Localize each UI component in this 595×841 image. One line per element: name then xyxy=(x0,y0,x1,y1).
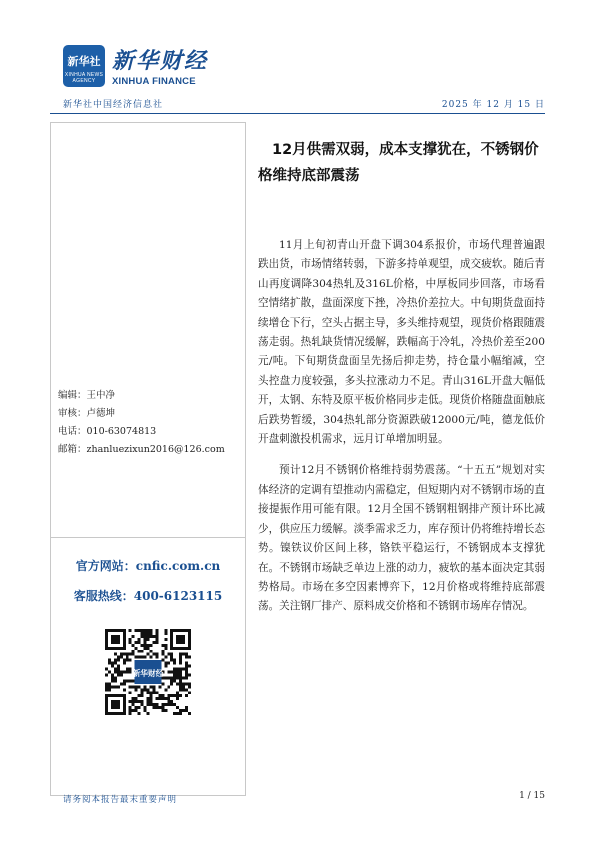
xinhua-logo xyxy=(63,45,105,87)
service-hotline: 客服热线：400-6123115 xyxy=(73,589,223,603)
article-paragraph-2: 预计12月不锈钢价格维持弱势震荡。“十五五”规划对实体经济的定调有望推动内需稳定，但短期内对不锈钢市场的直接提振作用可能有限。12月全国不锈钢粗钢排产预计环比减少，供应压力缓解。淡季需求乏力，库存预计仍将维持增长态势。镍铁议价区间上移，铬铁平稳运行，不锈钢成本支撑犹在。不锈钢市场缺乏单边上涨的动力，疲软的基本面决定其弱势格局。市场在多空因素博弈下，12月价格或将维持底部震荡。关注钢厂排产、原料成交价格和不锈钢市场库存情况。 xyxy=(258,464,545,613)
qr-logo-text: 新华财经 xyxy=(132,668,164,678)
brand-en-text: XINHUA FINANCE xyxy=(112,76,196,87)
reviewer-line: 审核：卢德坤 xyxy=(58,408,116,419)
xinhua-finance-brand xyxy=(112,44,208,87)
phone-line: 电话：010-63074813 xyxy=(58,426,157,437)
logo-cn-text: 新华社 xyxy=(67,55,101,68)
sidebar xyxy=(50,122,246,796)
email-line[interactable]: 邮箱：zhanluezixun2016@126.com xyxy=(58,444,225,455)
brand-cn-text: 新华财经 xyxy=(112,48,209,74)
header-rule xyxy=(50,113,545,114)
logo-en-text: XINHUA NEWS AGENCY xyxy=(64,72,104,84)
qr-code xyxy=(105,629,191,715)
header-organization: 新华社中国经济信息社 xyxy=(63,100,164,110)
page-number: 1 / 15 xyxy=(519,791,545,801)
article-body xyxy=(258,236,545,617)
header-date: 2025 年 12 月 15 日 xyxy=(441,100,545,110)
disclaimer-note: 请务阅本报告最末重要声明 xyxy=(63,795,178,805)
article-paragraph-1: 11月上旬初青山开盘下调304系报价，市场代理普遍跟跌出货，市场情绪转弱，下游多持单观望，成交疲软。随后青山再度调降304热轧及316L价格，中厚板同步回落，市场看空情绪扩散，盘面深度下挫，冷热价差拉大。中旬期货盘面持续增仓下行，空头占据主导，多头维持观望，现货价格跟随震荡走弱。热轧缺货情况缓解，跌幅高于冷轧，冷热价差至200元/吨。下旬期货盘面呈先扬后抑走势，持仓量小幅缩减，空头控盘力度较强，多头拉涨动力不足。青山316L开盘大幅低开，太钢、东特及原平板价格同步走低。现货价格随盘面触底后跌势暂缓，304热轧部分资源跌破12000元/吨，德龙低价开盘刺激投机需求，远月订单增加明显。 xyxy=(258,239,545,446)
contact-info xyxy=(58,387,225,459)
article-title: 12月供需双弱，成本支撑犹在，不锈钢价格维持底部震荡 xyxy=(258,142,539,184)
official-website-link[interactable]: 官方网站：cnfic.com.cn xyxy=(75,559,221,573)
sidebar-divider xyxy=(51,537,245,538)
editor-line: 编辑：王中净 xyxy=(58,390,116,401)
